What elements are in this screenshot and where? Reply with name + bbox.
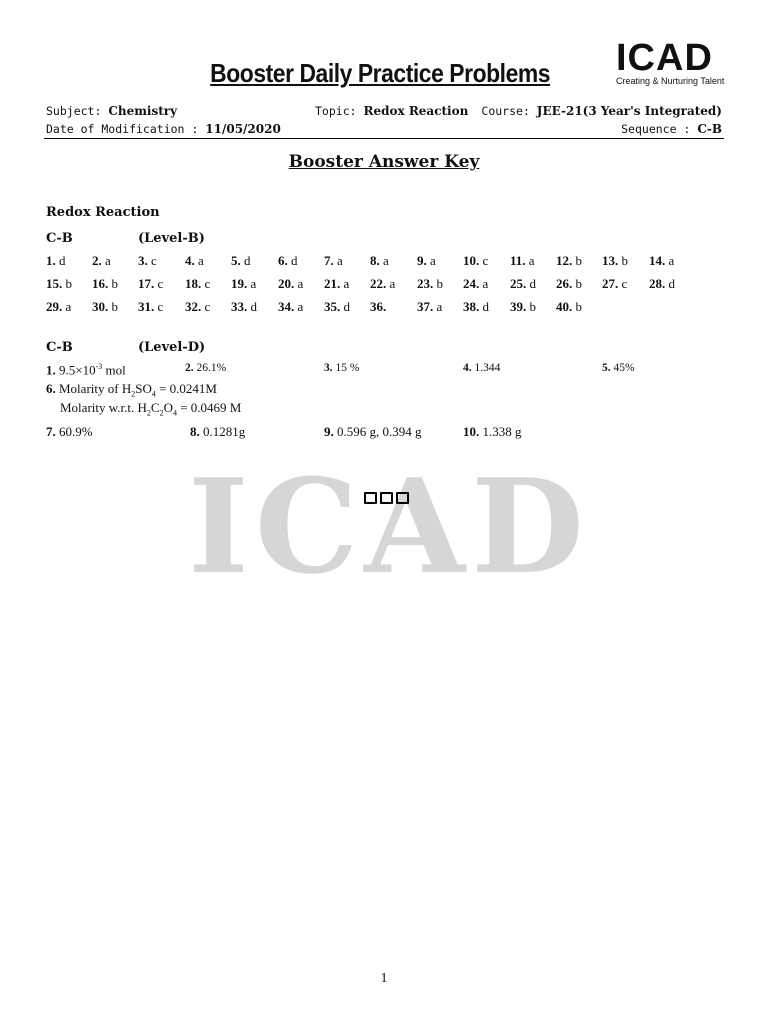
topic-value: Redox Reaction — [363, 104, 469, 118]
level-d-label: (Level-D) — [138, 340, 206, 355]
level-b-answer — [278, 276, 303, 292]
page-title: Booster Daily Practice Problems — [210, 58, 550, 88]
answer-value: 45% — [613, 362, 635, 374]
level-d-answer-4 — [463, 362, 500, 374]
level-d-answer-2 — [185, 362, 226, 374]
answer-value: a — [297, 299, 304, 314]
level-b-label: (Level-B) — [138, 231, 205, 246]
answer-value: 60.9% — [59, 424, 93, 439]
answer-value: 1.344 — [474, 362, 501, 374]
level-b-answer — [138, 253, 157, 269]
level-b-answer — [370, 299, 386, 315]
answer-value: d — [668, 276, 675, 291]
level-b-answer — [417, 253, 436, 269]
answer-value: a — [198, 253, 204, 268]
answer-value: d — [244, 253, 251, 268]
answer-value: d — [529, 276, 536, 291]
level-b-answer — [370, 253, 389, 269]
level-b-answer — [649, 253, 674, 269]
answer-value: d — [250, 299, 257, 314]
course-label: Course: — [481, 104, 530, 118]
answer-value: 15 % — [335, 362, 360, 374]
answer-value: a — [668, 253, 675, 268]
answer-number: 34. — [278, 299, 295, 314]
level-b-answer — [185, 253, 204, 269]
level-b-answer — [231, 299, 257, 315]
date-label: Date of Modification : — [46, 122, 199, 136]
answer-value: a — [436, 299, 443, 314]
level-b-answer — [417, 276, 443, 292]
answer-number: 31. — [138, 299, 155, 314]
answer-number: 30. — [92, 299, 109, 314]
level-b-answer — [556, 253, 582, 269]
answer-value: b — [111, 299, 118, 314]
box-icon — [380, 492, 393, 504]
level-b-answer — [556, 276, 582, 292]
answer-number: 9. — [417, 253, 427, 268]
level-d-answer-3 — [324, 362, 359, 374]
level-b-answer — [185, 276, 210, 292]
level-b-answer — [278, 253, 298, 269]
answer-number: 32. — [185, 299, 202, 314]
level-b-answer — [463, 276, 488, 292]
answer-value: b — [65, 276, 72, 291]
answer-value: 1.338 g — [482, 424, 522, 439]
answer-value: 26.1% — [196, 362, 227, 374]
answer-value: b — [529, 299, 536, 314]
answer-value: b — [575, 276, 582, 291]
answer-number: 15. — [46, 276, 63, 291]
answer-number: 5. — [231, 253, 241, 268]
watermark-logo: ICAD — [188, 450, 590, 603]
answer-value: 0.596 g, 0.394 g — [337, 424, 422, 439]
answer-exponent: -3 — [95, 362, 103, 371]
level-b-answer — [138, 276, 163, 292]
answer-value: d — [59, 253, 66, 268]
level-d-answer-5 — [602, 362, 635, 374]
answer-number: 4. — [185, 253, 195, 268]
answer-number: 7. — [324, 253, 334, 268]
logo-tagline: Creating & Nurturing Talent — [616, 76, 725, 86]
answer-number: 6. — [278, 253, 288, 268]
level-b-answer — [92, 276, 118, 292]
sequence-label: Sequence : — [621, 122, 691, 136]
answer-number: 20. — [278, 276, 295, 291]
level-d-answer-10 — [463, 424, 522, 440]
answer-value: a — [389, 276, 396, 291]
answer-value: d — [343, 299, 350, 314]
level-b-answer — [417, 299, 442, 315]
answer-value: a — [430, 253, 436, 268]
section-title: Redox Reaction — [46, 205, 160, 220]
answer-number: 24. — [463, 276, 480, 291]
page-number: 1 — [380, 971, 388, 986]
answer-number: 7. — [46, 424, 56, 439]
answer-number: 10. — [463, 253, 480, 268]
answer-number: 40. — [556, 299, 573, 314]
answer-number: 6. — [46, 381, 56, 396]
answer-number: 10. — [463, 424, 480, 439]
answer-value: d — [291, 253, 298, 268]
level-b-answer — [231, 276, 256, 292]
answer-number: 37. — [417, 299, 434, 314]
answer-value: b — [111, 276, 118, 291]
subject-label: Subject: — [46, 104, 102, 118]
level-d-answer-6-line-1 — [46, 381, 217, 399]
level-b-answer — [510, 253, 535, 269]
level-d-answer-1 — [46, 362, 126, 378]
logo-text: ICAD — [616, 37, 713, 79]
answer-number: 17. — [138, 276, 155, 291]
answer-value: c — [204, 299, 211, 314]
answer-value: a — [105, 253, 111, 268]
answer-number: 4. — [463, 362, 472, 374]
level-b-answer — [138, 299, 163, 315]
level-b-answer — [278, 299, 303, 315]
level-b-answer — [602, 253, 628, 269]
answer-value: a — [337, 253, 343, 268]
subject-value: Chemistry — [108, 104, 178, 118]
answer-number: 5. — [602, 362, 611, 374]
answer-number: 39. — [510, 299, 527, 314]
answer-value: = 0.0469 M — [180, 400, 242, 415]
answer-number: 2. — [185, 362, 194, 374]
level-b-answer — [602, 276, 627, 292]
box-icon — [364, 492, 377, 504]
level-d-answer-6-line-2 — [60, 400, 241, 418]
answer-number: 14. — [649, 253, 666, 268]
level-b-answer — [231, 253, 251, 269]
level-b-answer — [370, 276, 395, 292]
box-icon — [396, 492, 409, 504]
answer-number: 9. — [324, 424, 334, 439]
level-b-answer — [324, 299, 350, 315]
answer-number: 3. — [324, 362, 333, 374]
answer-number: 11. — [510, 253, 526, 268]
answer-value: = 0.0241M — [159, 381, 217, 396]
answer-number: 3. — [138, 253, 148, 268]
answer-number: 33. — [231, 299, 248, 314]
answer-value: b — [621, 253, 628, 268]
answer-value: a — [528, 253, 535, 268]
level-b-answer — [463, 299, 489, 315]
answer-prefix: Molarity w.r.t. — [60, 400, 135, 415]
level-b-answer — [556, 299, 582, 315]
answer-value: a — [297, 276, 304, 291]
answer-number: 27. — [602, 276, 619, 291]
level-b-answer — [92, 299, 118, 315]
answer-number: 13. — [602, 253, 619, 268]
answer-number: 29. — [46, 299, 63, 314]
answer-unit: mol — [105, 362, 126, 378]
answer-value: b — [575, 253, 582, 268]
answer-value: a — [250, 276, 257, 291]
formula-h2c2o4: $H_2C_2O_4$ — [137, 400, 177, 418]
level-d-answer-7 — [46, 424, 93, 440]
answer-number: 19. — [231, 276, 248, 291]
level-d-answer-9 — [324, 424, 422, 440]
level-b-answer — [46, 253, 66, 269]
level-b-answer — [324, 253, 343, 269]
answer-number: 22. — [370, 276, 387, 291]
answer-value: c — [157, 276, 164, 291]
answer-value: c — [157, 299, 164, 314]
answer-value: 9.5×10 — [59, 362, 96, 378]
level-b-answer-grid — [0, 0, 768, 400]
answer-number: 18. — [185, 276, 202, 291]
answer-value: b — [575, 299, 582, 314]
answer-number: 23. — [417, 276, 434, 291]
level-b-answer — [510, 276, 536, 292]
level-d-code: C-B — [46, 340, 73, 355]
answer-value: c — [204, 276, 211, 291]
level-b-answer — [463, 253, 488, 269]
course-value: JEE-21(3 Year's Integrated) — [536, 104, 722, 118]
level-d-answer-8 — [190, 424, 245, 440]
level-b-answer — [46, 276, 72, 292]
answer-number: 36. — [370, 299, 387, 314]
level-b-answer — [46, 299, 71, 315]
answer-number: 12. — [556, 253, 573, 268]
answer-number: 25. — [510, 276, 527, 291]
answer-key-title: Booster Answer Key — [288, 152, 480, 172]
level-b-answer — [510, 299, 536, 315]
answer-number: 16. — [92, 276, 109, 291]
answer-value: b — [436, 276, 443, 291]
answer-number: 8. — [370, 253, 380, 268]
level-b-code: C-B — [46, 231, 73, 246]
answer-value: a — [343, 276, 350, 291]
answer-number: 2. — [92, 253, 102, 268]
answer-number: 38. — [463, 299, 480, 314]
answer-number: 35. — [324, 299, 341, 314]
answer-number: 8. — [190, 424, 200, 439]
answer-value: 0.1281g — [203, 424, 246, 439]
answer-value: d — [482, 299, 489, 314]
level-b-answer — [324, 276, 349, 292]
sequence-value: C-B — [697, 122, 722, 136]
formula-h2so4: $H_2SO_4$ — [121, 381, 156, 399]
level-b-answer — [649, 276, 675, 292]
answer-value: a — [482, 276, 489, 291]
answer-prefix: Molarity of — [59, 381, 119, 396]
answer-value: c — [482, 253, 489, 268]
answer-value: a — [383, 253, 389, 268]
answer-value: c — [621, 276, 628, 291]
date-value: 11/05/2020 — [205, 122, 281, 136]
topic-label: Topic: — [315, 104, 357, 118]
answer-number: 1. — [46, 362, 56, 378]
end-marker-boxes — [364, 492, 409, 504]
level-b-answer — [185, 299, 210, 315]
answer-number: 28. — [649, 276, 666, 291]
answer-value: a — [65, 299, 72, 314]
answer-value: c — [151, 253, 157, 268]
answer-number: 26. — [556, 276, 573, 291]
level-b-answer — [92, 253, 111, 269]
answer-number: 1. — [46, 253, 56, 268]
answer-number: 21. — [324, 276, 341, 291]
